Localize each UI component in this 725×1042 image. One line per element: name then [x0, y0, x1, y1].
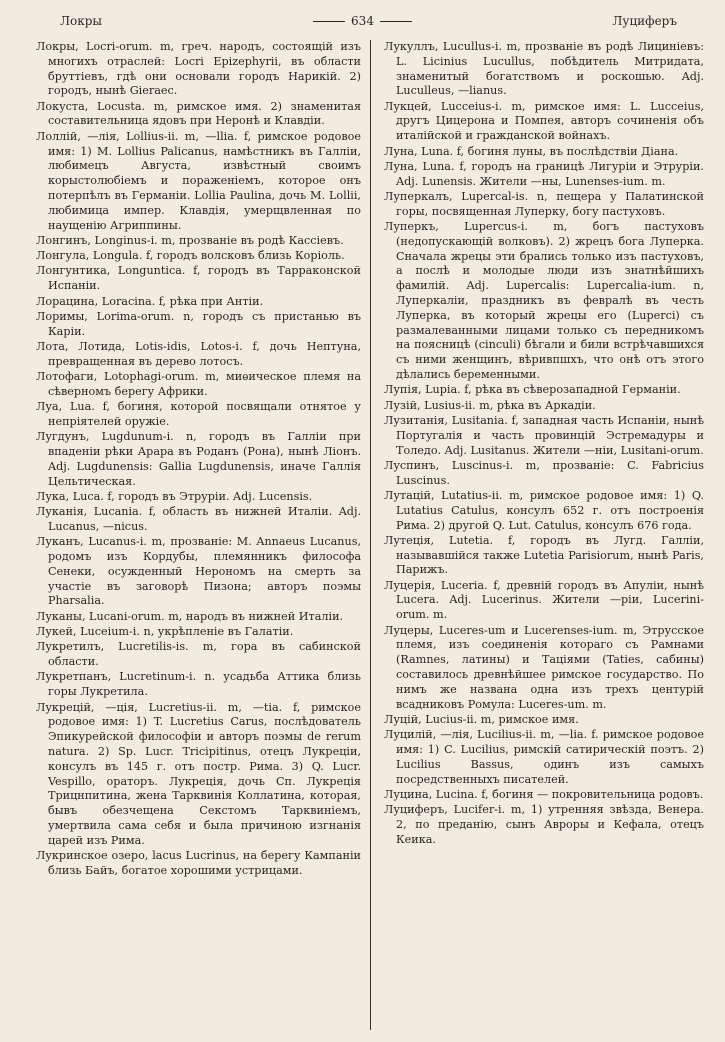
dictionary-entry: Лукрецій, —ція, Lucretius-ii. m, —tia. f, римское родовое имя: 1) T. Lucretius Carus, послѣдователь Эпикурейской философіи и авторъ поэмы de rerum natura. 2) Sp. Lucr. Tricipitinus, отецъ Лукреціи, консулъ въ 145 г. отъ постр. Рима. 3) Q. Lucr. Vespillo, ораторъ. Лукреція, дочь Сп. Лукреція Трицнпитина, жена Тарквинія Коллатина, которая, бывъ обезчещена Секстомъ Тарквиніемъ, умертвила сама себя и была причиною изгнанія царей изъ Рима.	[36, 700, 361, 847]
dictionary-entry: Лукей, Luceium-i. n, укрѣпленіе въ Галатіи.	[36, 625, 294, 639]
dictionary-entry: Лузитанія, Lusitania. f, западная часть Испаніи, нынѣ Португалія и часть провинцій Эстремадуры и Толедо. Adj. Lusitanus. Жители —ніи, Lusitani-orum.	[384, 413, 704, 457]
dictionary-entry: Лонгула, Longula. f, городъ волсковъ близь Коріоль.	[36, 249, 345, 263]
left-column	[36, 40, 361, 879]
dictionary-entry: Луцилій, —лія, Lucilius-ii. m, —lia. f. римское родовое имя: 1) C. Lucilius, римскій сатирическій поэтъ. 2) Lucilius Bassus, одинъ изъ самыхъ посредственныхъ писателей.	[384, 728, 704, 786]
page-number: 634	[351, 14, 374, 28]
dictionary-entry: Луа, Lua. f, богиня, которой посвящали отнятое у непріятелей оружіе.	[36, 400, 361, 428]
dictionary-entry: Лоллій, —лія, Lollius-ii. m, —llia. f, римское родовое имя: 1) M. Lollius Palicanus, намѣстникъ въ Галліи, любимецъ Августа, извѣстный своимъ корыстолюбіемъ и пораженіемъ, которое онъ потерпѣлъ въ Германіи. Lollia Paulina, дочь M. Lollii, любимица импер. Клавдія, умерщвленная по наущенію Агриппины.	[36, 129, 361, 232]
dictionary-entry: Лота, Лотида, Lotis-idis, Lotos-i. f, дочь Нептуна, превращенная въ дерево лотосъ.	[36, 339, 361, 368]
dictionary-entry: Лотофаги, Lotophagi-orum. m, миѳическое племя на сѣверномъ берегу Африки.	[36, 370, 361, 398]
dictionary-entry: Луциферъ, Lucifer-i. m, 1) утренняя звѣзда, Венера. 2, по преданію, сынъ Авроры и Кефала, отецъ Кеика.	[384, 803, 704, 846]
dictionary-entry: Луцерія, Luceria. f, древній городъ въ Апуліи, нынѣ Lucera. Adj. Lucerinus. Жители —ріи, Lucerini-orum. m.	[384, 578, 704, 622]
dictionary-entry: Луперкалъ, Lupercal-is. n, пещера у Палатинской горы, посвященная Луперку, богу пастуховъ.	[384, 189, 704, 218]
header-rule-left	[313, 21, 345, 22]
dictionary-entry: Луперкъ, Lupercus-i. m, богъ пастуховъ (недопускающій волковъ). 2) жрецъ бога Луперка. Сначала жрецы эти брались только изъ пастуховъ, а послѣ и молодые люди изъ знатнѣйшихъ фамилій. Adj. Lupercalis: Lupercalia-ium. n, Луперкаліи, праздникъ въ февралѣ въ честь Луперка, въ который жрецы его (Luperci) съ размалеванными лицами только съ передникомъ на поясницѣ (cinculi) бѣгали и били встрѣчавшихся съ ними женщинъ, вѣривпшхъ, что онѣ отъ этого дѣлались беременными.	[384, 220, 704, 382]
dictionary-entry: Лукцей, Lucceius-i. m, римское имя: L. Lucceius, другъ Цицерона и Помпея, авторъ сочиненія объ италійской и гражданской войнахъ.	[384, 99, 704, 143]
dictionary-entry: Лонгинъ, Longinus-i. m, прозваніе въ родѣ Кассіевъ.	[36, 233, 344, 247]
dictionary-entry: Лукринское озеро, lacus Lucrinus, на берегу Кампаніи близь Байъ, богатое хорошими устрицами.	[36, 849, 361, 877]
header-rule-right	[380, 21, 412, 22]
running-head-right: Луциферъ	[612, 14, 677, 28]
dictionary-entry: Луна, Luna. f, городъ на границѣ Лигуріи и Этруріи. Adj. Lunensis. Жители —ны, Lunenses-ium. m.	[384, 159, 704, 188]
dictionary-entry: Луна, Luna. f, богиня луны, въ послѣдствіи Діана.	[384, 144, 679, 158]
page-header	[0, 14, 725, 36]
dictionary-entry: Лугдунъ, Lugdunum-i. n, городъ въ Галліи при впаденіи рѣки Арара въ Роданъ (Рона), нынѣ Ліонъ. Adj. Lugdunensis: Gallia Lugdunensis, иначе Галлія Цельтическая.	[36, 430, 361, 488]
dictionary-entry: Луспинъ, Luscinus-i. m, прозваніе: C. Fabricius Luscinus.	[384, 458, 704, 487]
dictionary-entry: Лоримы, Lorima-orum. n, городъ съ пристанью въ Каріи.	[36, 309, 361, 338]
dictionary-entry: Лупія, Lupia. f, рѣка въ сѣверозападной Германіи.	[384, 383, 681, 397]
dictionary-entry: Лукретилъ, Lucretilis-is. m, гора въ сабинской области.	[36, 640, 361, 669]
dictionary-entry: Луцина, Lucina. f, богиня — покровительница родовъ.	[384, 787, 704, 801]
dictionary-entry: Луцеры, Luceres-um и Lucerenses-ium. m, Этрусское племя, изъ соединенія котораго съ Рамнами (Ramnes, латины) и Таціями (Tatiеs, сабины) составилось древнѣйшее римское государство. По нимъ же названа одна изъ трехъ центурій всадниковъ Ромула: Luceres-um. m.	[384, 623, 704, 711]
dictionary-entry: Луцій, Lucius-ii. m, римское имя.	[384, 712, 579, 726]
dictionary-entry: Локры, Locri-orum. m, греч. народъ, состоящій изъ многихъ отраслей: Locri Epizephyrii, въ области бруттіевъ, гдѣ они основали городъ Нарикій. 2) городъ, нынѣ Gieraec.	[36, 40, 361, 98]
running-head-left: Локры	[60, 14, 102, 28]
dictionary-entry: Лутеція, Lutetia. f, городъ въ Лугд. Галліи, называвшійся также Lutetia Parisiorum, нынѣ Paris, Парижъ.	[384, 533, 704, 577]
right-column	[384, 40, 704, 848]
dictionary-entry: Локуста, Locusta. m, римское имя. 2) знаменитая составительница ядовъ при Неронѣ и Клавдіи.	[36, 99, 361, 128]
dictionary-entry: Луканы, Lucani-orum. m, народъ въ нижней Италіи.	[36, 609, 344, 623]
dictionary-entry: Лукретпанъ, Lucretinum-i. n. усадьба Аттика близь горы Лукретила.	[36, 670, 361, 699]
dictionary-entry: Луканъ, Lucanus-i. m, прозваніе: M. Annaeus Lucanus, родомъ изъ Кордубы, племянникъ философа Сенеки, осужденный Нерономъ на смерть за участіе въ заговорѣ Пизона; авторъ поэмы Pharsalia.	[36, 535, 361, 608]
dictionary-entry: Лонгунтика, Longuntica. f, городъ въ Тарраконской Испаніи.	[36, 264, 361, 293]
dictionary-entry: Лорацина, Loracina. f, рѣка при Антіи.	[36, 294, 264, 308]
dictionary-entry: Луканія, Lucania. f, область въ нижней Италіи. Adj. Lucanus, —nicus.	[36, 505, 361, 533]
dictionary-entry: Лука, Luca. f, городъ въ Этруріи. Adj. Lucensis.	[36, 489, 313, 503]
column-divider	[370, 40, 371, 1030]
dictionary-entry: Лутацій, Lutatius-ii. m, римское родовое имя: 1) Q. Lutatius Catulus, консулъ 652 г. отъ построенія Рима. 2) другой Q. Lut. Catulus, консулъ 676 года.	[384, 488, 704, 532]
dictionary-entry: Лукуллъ, Lucullus-i. m, прозваніе въ родѣ Лициніевъ: L. Licinius Lucullus, побѣдитель Митридата, знаменитый богатствомъ и роскошью. Adj. Lucullеus, —lianus.	[384, 40, 704, 98]
dictionary-entry: Лузій, Lusius-ii. m, рѣка въ Аркадіи.	[384, 398, 596, 412]
